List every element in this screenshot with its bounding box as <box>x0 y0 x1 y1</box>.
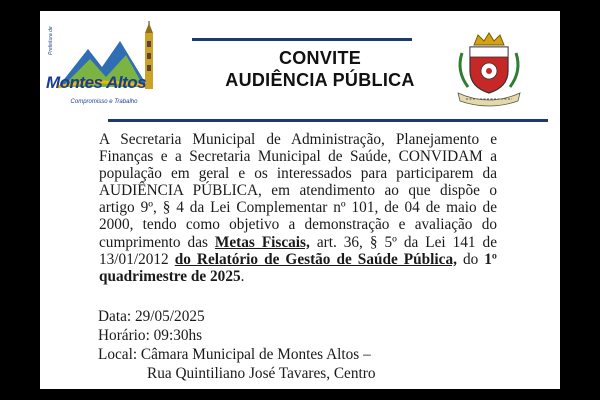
invitation-paragraph <box>99 131 497 285</box>
page-title <box>200 47 440 91</box>
paragraph-end: . <box>240 267 245 285</box>
paragraph-intro: A Secretaria Municipal de Administração, Planejamento e Finanças e a Secretaria Municipal de Saúde, CONVIDAM a população em geral e os interessados para participarem da AUDIÊNCIA PÚBLICA, em atendimento ao que dispõe o artigo 9º, § 4 da Lei Complementar nº 101, de 04 de maio de 2000, tendo como objetivo a demonstração e avaliação do cumprimento das <box>99 131 497 251</box>
prefeitura-logo <box>40 21 170 116</box>
event-time: Horário: 09:30hs <box>98 327 203 344</box>
event-details <box>98 307 518 383</box>
event-location: Local: Câmara Municipal de Montes Altos – <box>98 346 371 363</box>
header-rule-bottom <box>108 119 548 122</box>
coat-of-arms-icon <box>454 31 524 107</box>
paragraph-connector: do <box>456 250 485 268</box>
metas-fiscais-link-text: Metas Fiscais, <box>214 233 310 251</box>
logo-slogan: Compromisso e Trabalho <box>70 99 138 105</box>
title-line-audiencia: AUDIÊNCIA PÚBLICA <box>225 70 415 90</box>
event-date: Data: 29/05/2025 <box>98 308 205 325</box>
header-rule-top <box>192 38 412 41</box>
title-line-convite: CONVITE <box>278 48 362 68</box>
relatorio-text: do Relatório de Gestão de Saúde Pública, <box>174 250 457 268</box>
event-address: Rua Quintiliano José Tavares, Centro <box>147 365 376 382</box>
municipal-crest <box>454 31 524 107</box>
logo-prefix: Prefeitura de <box>48 26 54 55</box>
quadrimestre-text: 1º quadrimestre de 2025 <box>99 250 497 285</box>
invitation-card <box>40 11 560 389</box>
paragraph-law-ref: art. 36, § 5º da Lei 141 de 13/01/2012 <box>99 233 497 268</box>
logo-name: Montes Altos <box>46 73 147 92</box>
